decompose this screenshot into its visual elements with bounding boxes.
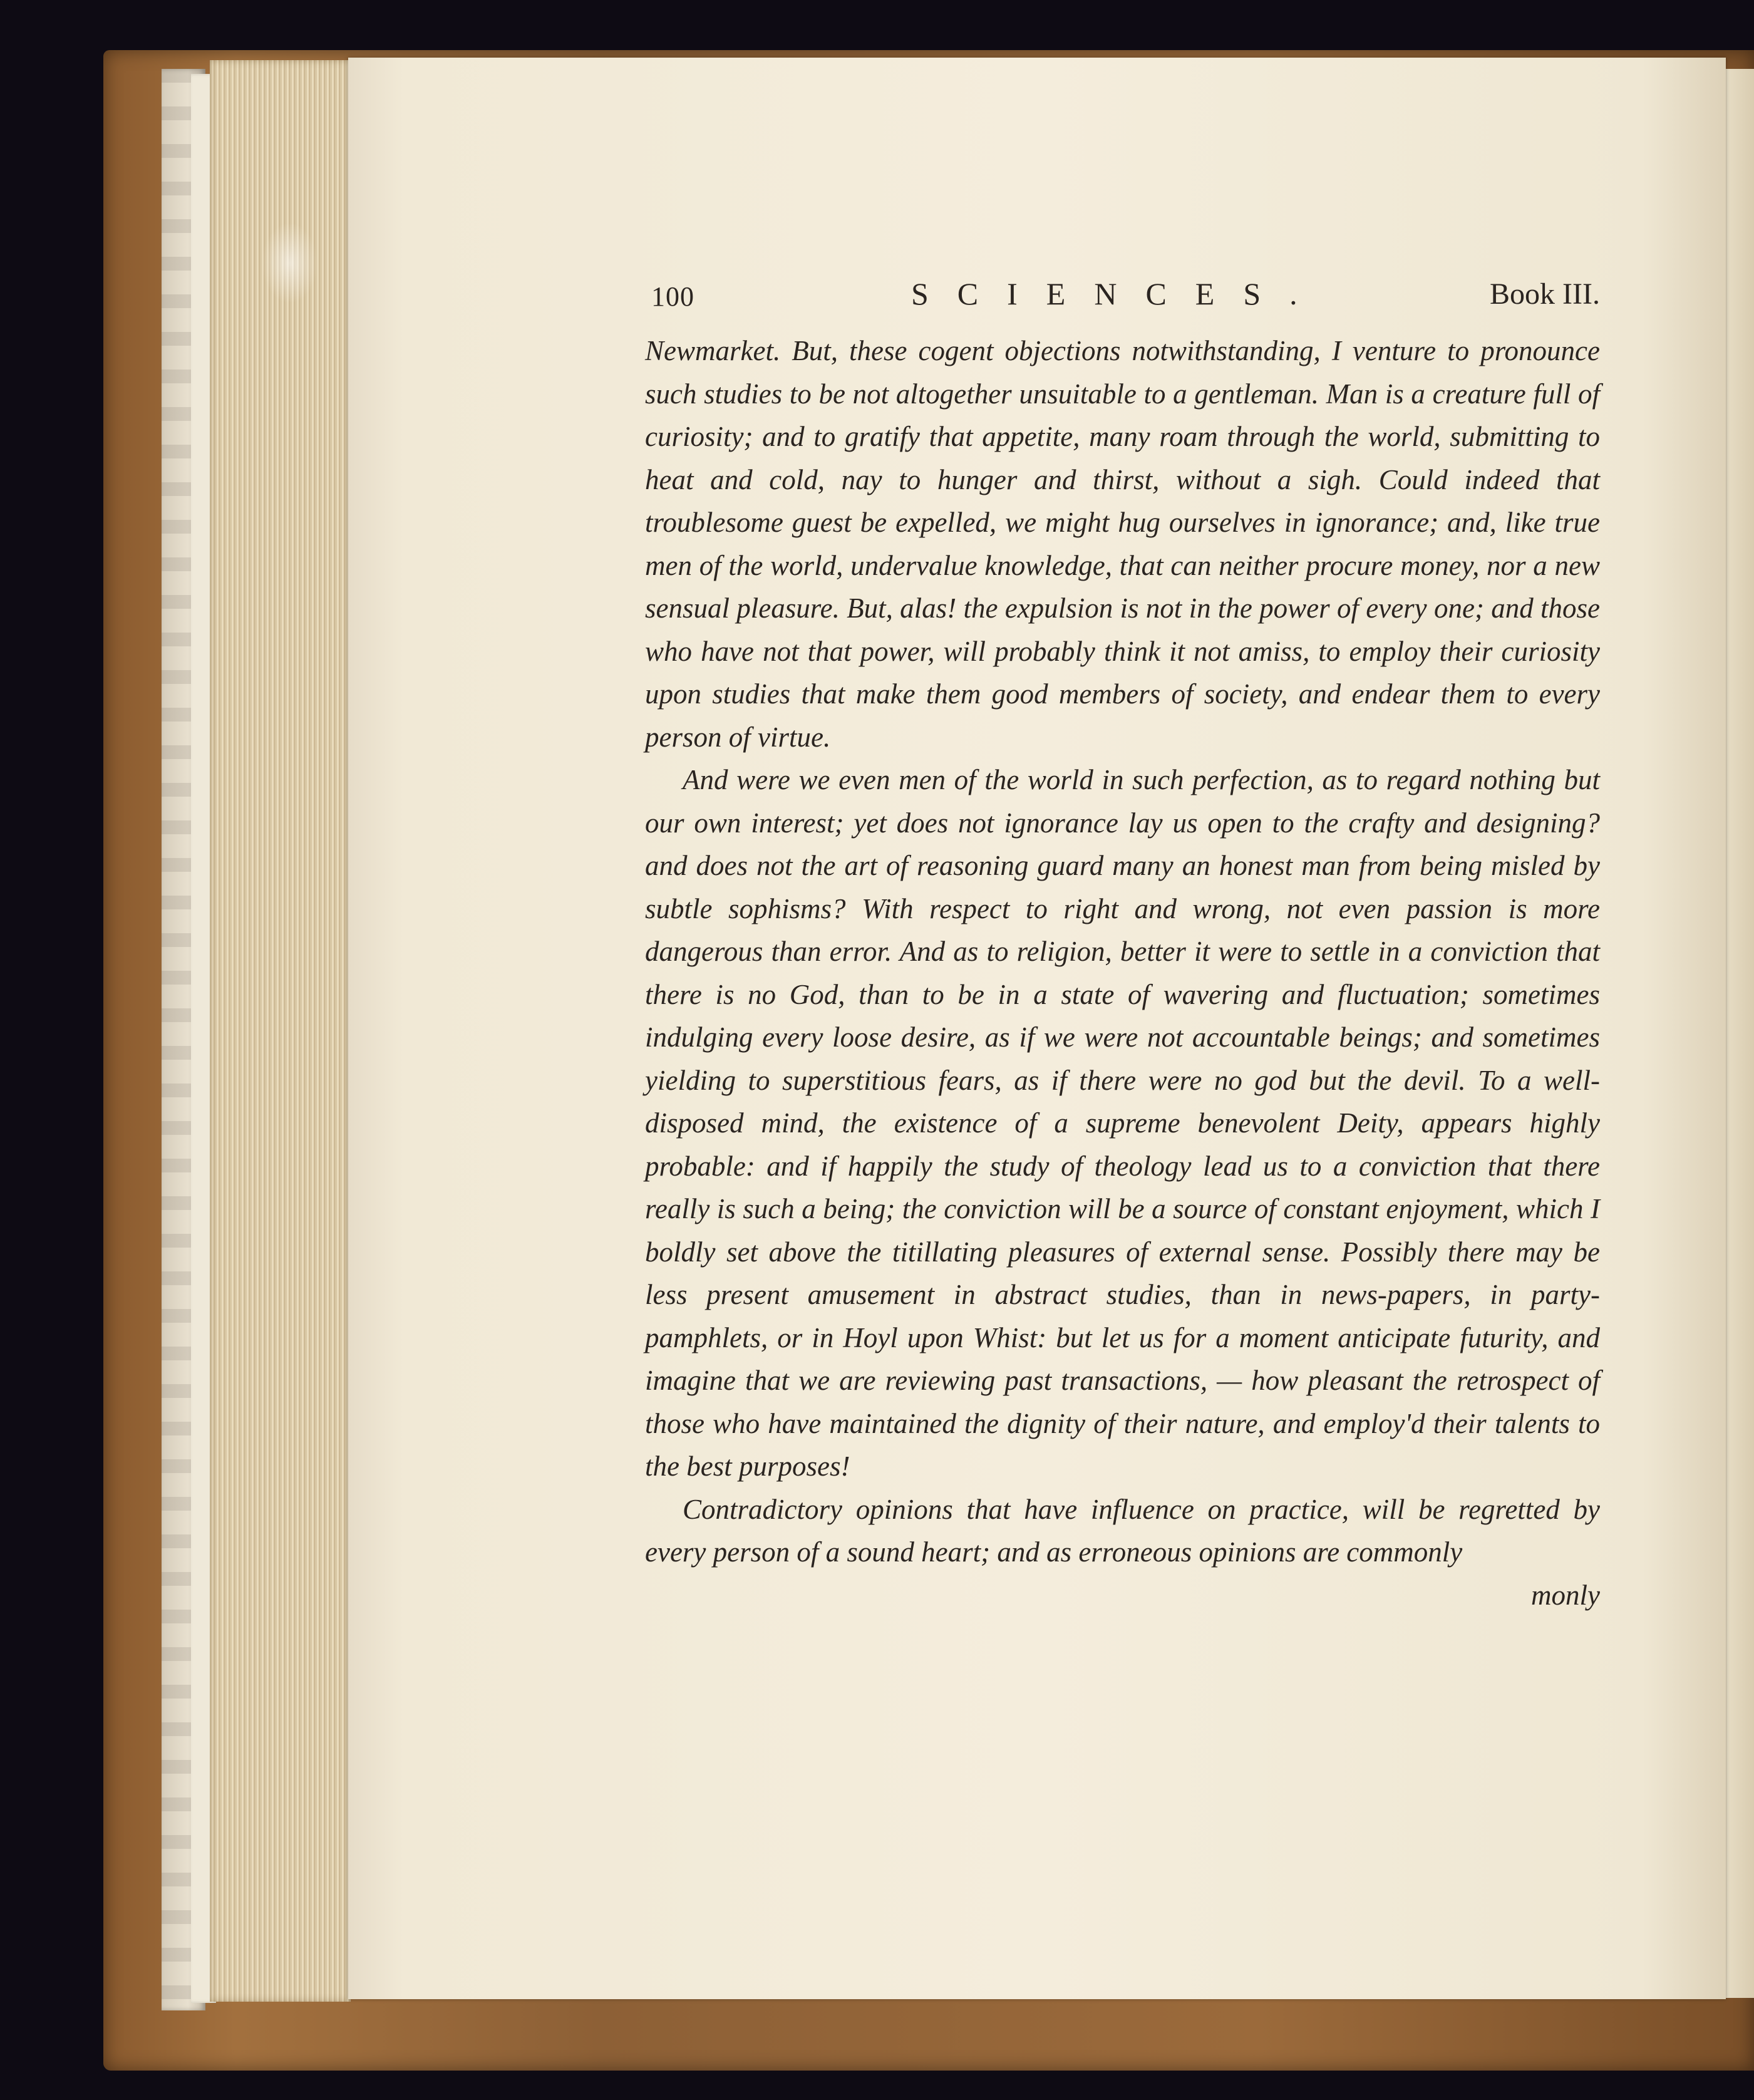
page-number: 100 xyxy=(651,281,694,312)
paragraph: And were we even men of the world in such perfection, as to regard nothing but our own interest; yet does not ignorance lay us open to the crafty and designing? and does not the art of reasoning guard many an honest man from being misled by subtle sophisms? With respect to right and wrong, not even passion is more dangerous than error. And as to religion, better it were to settle in a conviction that there is no God, than to be in a state of wavering and fluctuation; sometimes indulging every loose desire, as if we were not accountable beings; and sometimes yielding to superstitious fears, as if there were no god but the devil. To a well-disposed mind, the existence of a supreme benevolent Deity, appears highly probable: and if happily the study of theology lead us to a conviction that there really is such a being; the conviction will be a source of constant enjoyment, which I boldly set above the titillating pleasures of external sense. Possibly there may be less present amusement in abstract studies, than in news-papers, in party-pamphlets, or in Hoyl upon Whist: but let us for a moment anticipate futurity, and imagine that we are reviewing past transactions, — how pleasant the retrospect of those who have maintained the dignity of their nature, and employ'd their talents to the best purposes! xyxy=(645,764,1600,1482)
paper-stain xyxy=(262,222,318,304)
page-edges xyxy=(210,60,351,2002)
catchword: monly xyxy=(1531,1579,1600,1611)
body-text xyxy=(645,329,1600,1574)
paragraph: Contradictory opinions that have influence on practice, will be regretted by every person of a sound heart; and as erroneous opinions are commonly xyxy=(645,1493,1600,1568)
paragraph: Newmarket. But, these cogent objections notwithstanding, I venture to pronounce such studies to be not altogether unsuitable to a gentleman. Man is a creature full of curiosity; and to gratify that appetite, many roam through the world, submitting to heat and cold, nay to hunger and thirst, without a sigh. Could indeed that troublesome guest be expelled, we might hug ourselves in ignorance; and, like true men of the world, undervalue knowledge, that can neither procure money, nor a new sensual pleasure. But, alas! the expulsion is not in the power of every one; and those who have not that power, will probably think it not amiss, to employ their curiosity upon studies that make them good members of society, and endear them to every person of virtue. xyxy=(645,335,1600,753)
running-title: SCIENCES. xyxy=(911,276,1326,311)
text-block xyxy=(645,276,1600,1616)
running-head xyxy=(645,276,1600,326)
book-label: Book III. xyxy=(1490,277,1600,311)
